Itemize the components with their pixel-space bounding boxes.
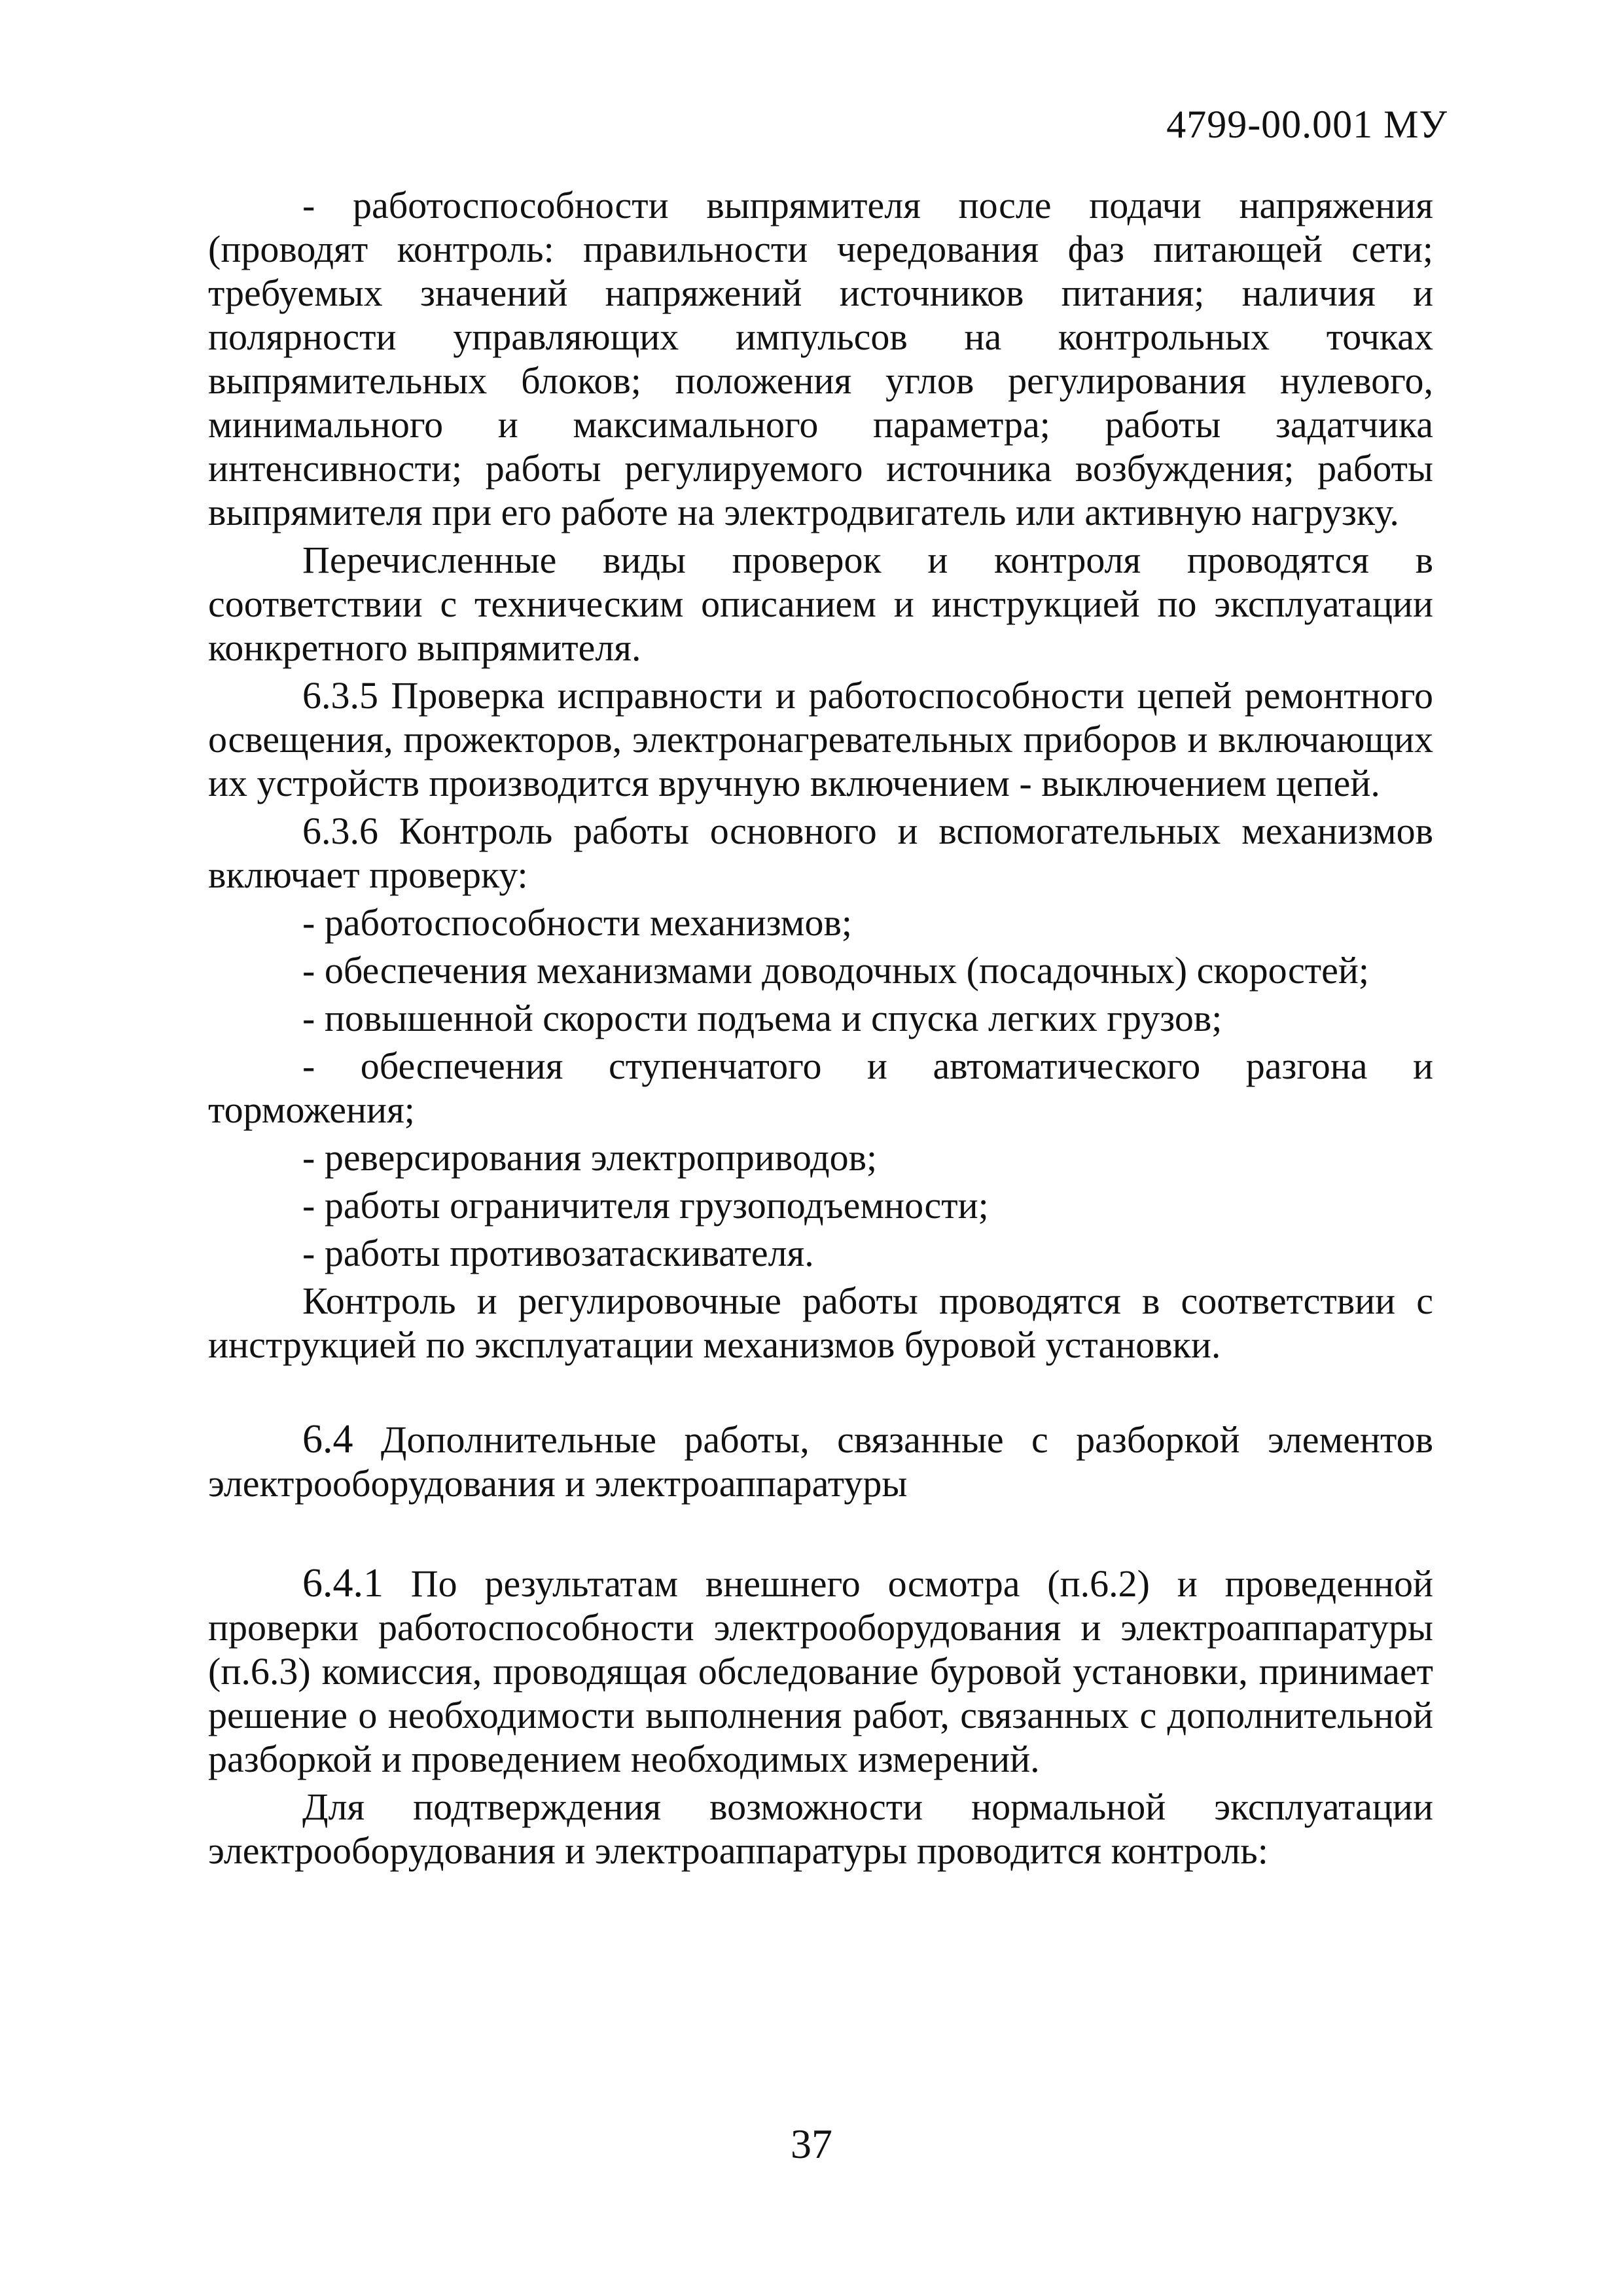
list-item: - работоспособности механизмов; xyxy=(302,901,852,944)
section-heading-6-4 xyxy=(208,1418,1433,1505)
paragraph-regulation-works: Контроль и регулировочные работы проводятся в соответствии с инструкцией по эксплуатации механизмов буровой установки. xyxy=(208,1280,1433,1366)
list-item: - повышенной скорости подъема и спуска легких грузов; xyxy=(302,997,1222,1039)
list-item: - работы противозатаскивателя. xyxy=(302,1232,814,1274)
list-item: - реверсирования электроприводов; xyxy=(302,1136,878,1179)
paragraph-normal-operation: Для подтверждения возможности нормальной эксплуатации электрооборудования и электроаппаратуры проводится контроль: xyxy=(208,1785,1433,1872)
section-number: 6.4 xyxy=(302,1417,353,1462)
page-number: 37 xyxy=(791,2121,832,2167)
paragraph-6-4-1 xyxy=(208,1562,1433,1781)
paragraph-checks-summary: Перечисленные виды проверок и контроля проводятся в соответствии с техническим описанием и инструкцией по эксплуатации конкретного выпрямителя. xyxy=(208,539,1433,669)
list-item: - работы ограничителя грузоподъемности; xyxy=(302,1184,989,1227)
list-item: - обеспечения ступенчатого и автоматического разгона и торможения; xyxy=(208,1045,1433,1131)
section-title: Дополнительные работы, связанные с разборкой элементов электрооборудования и электроаппаратуры xyxy=(208,1418,1433,1505)
subsection-number: 6.4.1 xyxy=(302,1561,383,1605)
paragraph-6-3-5: 6.3.5 Проверка исправности и работоспособности цепей ремонтного освещения, прожекторов, электронагревательных приборов и включающих их устройств производится вручную включением - выключением цепей. xyxy=(208,674,1433,804)
list-item: - обеспечения механизмами доводочных (посадочных) скоростей; xyxy=(302,949,1370,992)
document-code: 4799-00.001 МУ xyxy=(1166,103,1448,146)
paragraph-6-3-6: 6.3.6 Контроль работы основного и вспомогательных механизмов включает проверку: xyxy=(208,810,1433,896)
page-body xyxy=(208,183,1433,1873)
subsection-text: По результатам внешнего осмотра (п.6.2) и проведенной проверки работоспособности электрооборудования и электроаппаратуры (п.6.3) комиссия, проводящая обследование буровой установки, принимает решение о необходимости выполнения работ, связанных с дополнительной разборкой и проведением необходимых измерений. xyxy=(208,1562,1433,1780)
paragraph-rectifier-check: - работоспособности выпрямителя после подачи напряжения (проводят контроль: правильности чередования фаз питающей сети; требуемых значений напряжений источников питания; наличия и полярности управляющих импульсов на контрольных точках выпрямительных блоков; положения углов регулирования нулевого, минимального и максимального параметра; работы задатчика интенсивности; работы регулируемого источника возбуждения; работы выпрямителя при его работе на электродвигатель или активную нагрузку. xyxy=(208,184,1433,533)
